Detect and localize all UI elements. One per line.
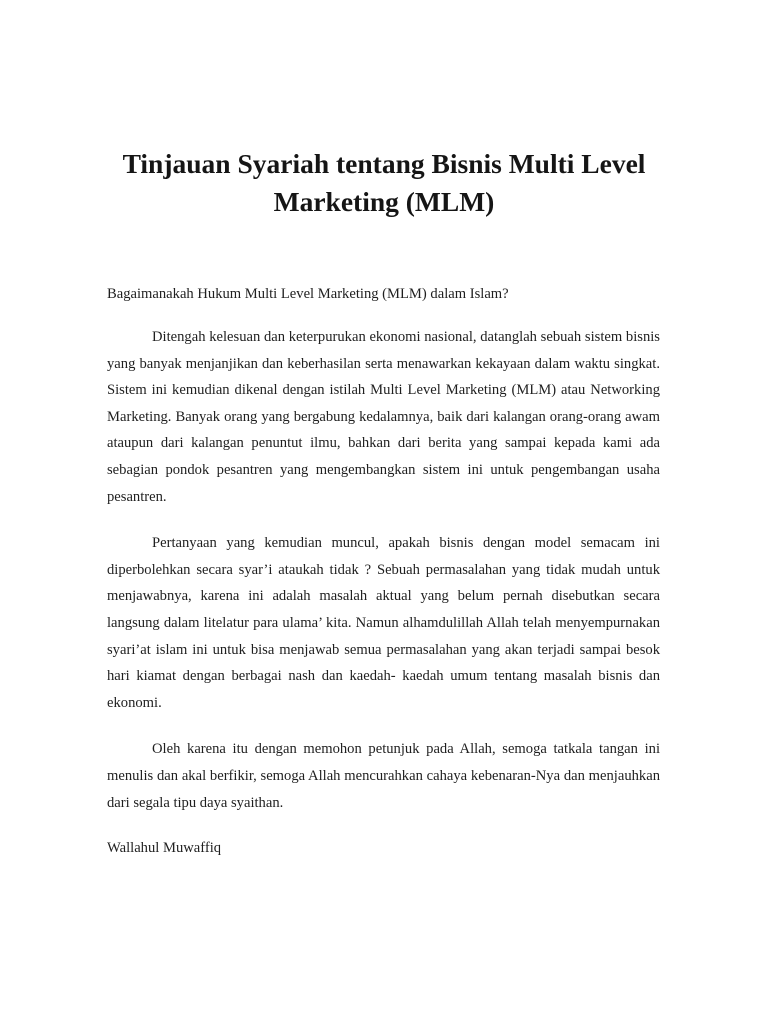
- paragraph-intro: Ditengah kelesuan dan keterpurukan ekonomi nasional, datanglah sebuah sistem bisnis yang banyak menjanjikan dan keberhasilan serta menawarkan kekayaan dalam waktu singkat. Sistem ini kemudian dikenal dengan istilah Multi Level Marketing (MLM) atau Networking Marketing. Banyak orang yang bergabung kedalamnya, baik dari kalangan orang-orang awam ataupun dari kalangan penuntut ilmu, bahkan dari berita yang sampai kepada kami ada sebagian pondok pesantren yang mengembangkan sistem ini untuk pengembangan usaha pesantren.: [107, 329, 660, 505]
- paragraph-prayer: Oleh karena itu dengan memohon petunjuk pada Allah, semoga tatkala tangan ini menulis dan akal berfikir, semoga Allah mencurahkan cahaya kebenaran-Nya dan menjauhkan dari segala tipu daya syaithan.: [107, 741, 660, 811]
- document-body: [107, 284, 660, 858]
- document-title: Tinjauan Syariah tentang Bisnis Multi Level Marketing (MLM): [122, 148, 646, 217]
- question-heading: Bagaimanakah Hukum Multi Level Marketing (MLM) dalam Islam?: [107, 286, 509, 302]
- closing-line: Wallahul Muwaffiq: [107, 840, 222, 857]
- paragraph-question: Pertanyaan yang kemudian muncul, apakah bisnis dengan model semacam ini diperbolehkan secara syar’i ataukah tidak ? Sebuah permasalahan yang tidak mudah untuk menjawabnya, karena ini adalah masalah aktual yang belum pernah disebutkan secara langsung dalam litelatur para ulama’ kita. Namun alhamdulillah Allah telah menyempurnakan syari’at islam ini untuk bisa menjawab semua permasalahan yang akan terjadi sampai besok hari kiamat dengan berbagai nash dan kaedah- kaedah umum tentang masalah bisnis dan ekonomi.: [107, 535, 660, 711]
